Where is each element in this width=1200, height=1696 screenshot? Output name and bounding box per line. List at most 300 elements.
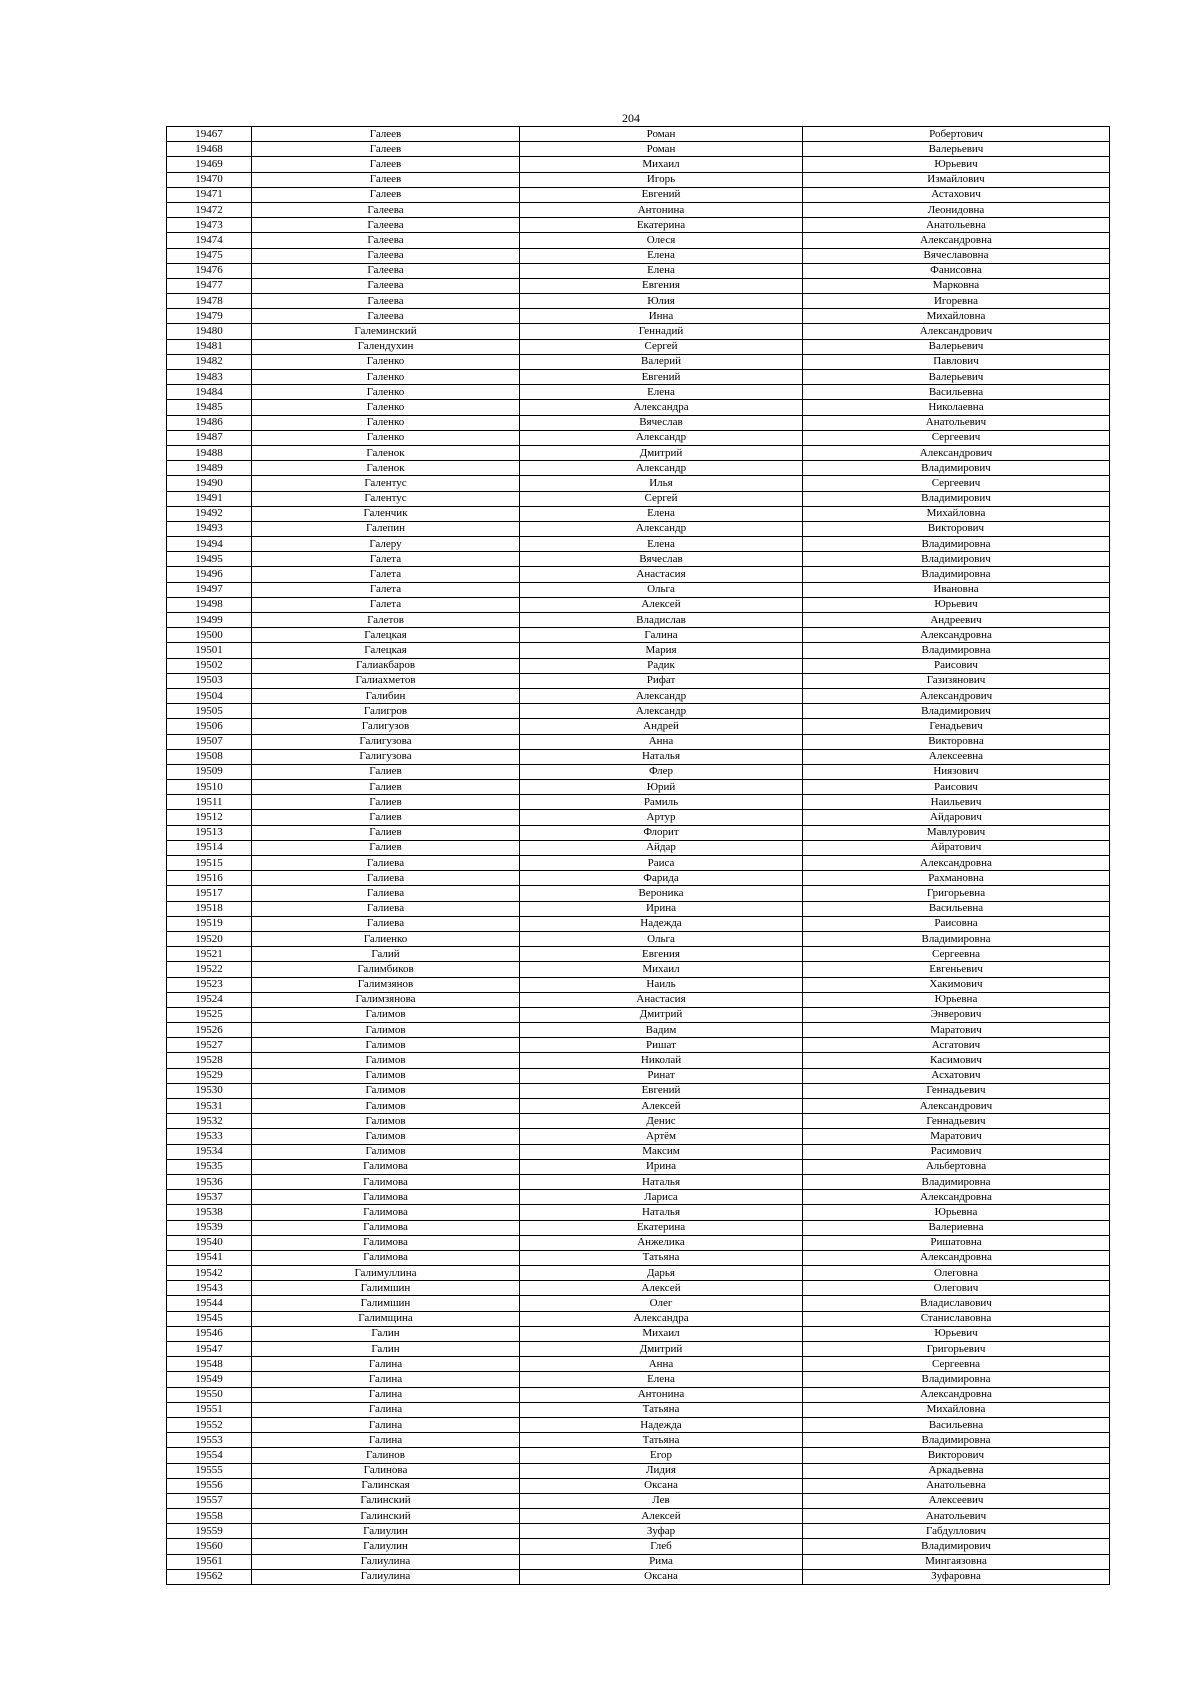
table-row [167, 521, 1110, 536]
record-number-cell: 19508 [167, 749, 252, 764]
record-number-cell: 19552 [167, 1417, 252, 1432]
patronymic-cell: Фанисовна [803, 263, 1110, 278]
table-row [167, 1129, 1110, 1144]
surname-cell: Галеру [252, 537, 520, 552]
record-number-cell: 19562 [167, 1569, 252, 1584]
record-number-cell: 19507 [167, 734, 252, 749]
patronymic-cell: Астахович [803, 187, 1110, 202]
surname-cell: Галета [252, 597, 520, 612]
table-row [167, 1539, 1110, 1554]
surname-cell: Галенчик [252, 506, 520, 521]
table-row [167, 476, 1110, 491]
record-number-cell: 19487 [167, 430, 252, 445]
table-row [167, 886, 1110, 901]
surname-cell: Галимов [252, 1053, 520, 1068]
surname-cell: Галета [252, 567, 520, 582]
record-number-cell: 19500 [167, 628, 252, 643]
surname-cell: Галиева [252, 916, 520, 931]
surname-cell: Галиахметов [252, 673, 520, 688]
record-number-cell: 19490 [167, 476, 252, 491]
surname-cell: Галеева [252, 218, 520, 233]
patronymic-cell: Владимировна [803, 931, 1110, 946]
table-row [167, 491, 1110, 506]
first-name-cell: Екатерина [520, 1220, 803, 1235]
patronymic-cell: Евгеньевич [803, 962, 1110, 977]
table-row [167, 719, 1110, 734]
patronymic-cell: Викторовна [803, 734, 1110, 749]
record-number-cell: 19489 [167, 461, 252, 476]
table-row [167, 202, 1110, 217]
surname-cell: Галина [252, 1402, 520, 1417]
record-number-cell: 19537 [167, 1190, 252, 1205]
register-table-body [167, 127, 1110, 1585]
record-number-cell: 19546 [167, 1326, 252, 1341]
first-name-cell: Алексей [520, 597, 803, 612]
patronymic-cell: Асхатович [803, 1068, 1110, 1083]
table-row [167, 764, 1110, 779]
patronymic-cell: Ниязович [803, 764, 1110, 779]
patronymic-cell: Ришатовна [803, 1235, 1110, 1250]
record-number-cell: 19470 [167, 172, 252, 187]
table-row [167, 1007, 1110, 1022]
table-row [167, 567, 1110, 582]
table-row [167, 233, 1110, 248]
patronymic-cell: Зуфаровна [803, 1569, 1110, 1584]
patronymic-cell: Васильевна [803, 1417, 1110, 1432]
patronymic-cell: Маратович [803, 1129, 1110, 1144]
patronymic-cell: Михайловна [803, 506, 1110, 521]
patronymic-cell: Владимировна [803, 643, 1110, 658]
table-row [167, 263, 1110, 278]
table-row [167, 127, 1110, 142]
first-name-cell: Наталья [520, 749, 803, 764]
first-name-cell: Радик [520, 658, 803, 673]
first-name-cell: Евгений [520, 370, 803, 385]
surname-cell: Галинов [252, 1448, 520, 1463]
patronymic-cell: Юрьевич [803, 597, 1110, 612]
first-name-cell: Ирина [520, 1159, 803, 1174]
table-row [167, 324, 1110, 339]
table-row [167, 658, 1110, 673]
first-name-cell: Надежда [520, 1417, 803, 1432]
table-row [167, 552, 1110, 567]
patronymic-cell: Габдуллович [803, 1524, 1110, 1539]
record-number-cell: 19482 [167, 354, 252, 369]
first-name-cell: Михаил [520, 1326, 803, 1341]
first-name-cell: Антонина [520, 202, 803, 217]
first-name-cell: Роман [520, 142, 803, 157]
patronymic-cell: Васильевна [803, 385, 1110, 400]
surname-cell: Галиева [252, 856, 520, 871]
table-row [167, 1144, 1110, 1159]
record-number-cell: 19505 [167, 704, 252, 719]
first-name-cell: Анна [520, 734, 803, 749]
record-number-cell: 19474 [167, 233, 252, 248]
patronymic-cell: Аркадьевна [803, 1463, 1110, 1478]
first-name-cell: Елена [520, 506, 803, 521]
table-row [167, 871, 1110, 886]
patronymic-cell: Владимировна [803, 1174, 1110, 1189]
surname-cell: Галеминский [252, 324, 520, 339]
first-name-cell: Елена [520, 263, 803, 278]
page-number: 204 [622, 111, 640, 125]
surname-cell: Галимова [252, 1250, 520, 1265]
surname-cell: Галимзянов [252, 977, 520, 992]
record-number-cell: 19533 [167, 1129, 252, 1144]
surname-cell: Галета [252, 582, 520, 597]
first-name-cell: Вячеслав [520, 415, 803, 430]
first-name-cell: Александр [520, 704, 803, 719]
patronymic-cell: Раисович [803, 780, 1110, 795]
surname-cell: Галеев [252, 157, 520, 172]
patronymic-cell: Олеговна [803, 1266, 1110, 1281]
record-number-cell: 19523 [167, 977, 252, 992]
first-name-cell: Сергей [520, 491, 803, 506]
record-number-cell: 19510 [167, 780, 252, 795]
patronymic-cell: Раисовна [803, 916, 1110, 931]
record-number-cell: 19553 [167, 1433, 252, 1448]
table-row [167, 1448, 1110, 1463]
table-row [167, 613, 1110, 628]
patronymic-cell: Геннадьевич [803, 1083, 1110, 1098]
first-name-cell: Ольга [520, 931, 803, 946]
first-name-cell: Дмитрий [520, 445, 803, 460]
first-name-cell: Евгения [520, 278, 803, 293]
first-name-cell: Татьяна [520, 1402, 803, 1417]
record-number-cell: 19526 [167, 1023, 252, 1038]
surname-cell: Галеева [252, 309, 520, 324]
first-name-cell: Игорь [520, 172, 803, 187]
first-name-cell: Владислав [520, 613, 803, 628]
surname-cell: Галимов [252, 1007, 520, 1022]
surname-cell: Галимов [252, 1099, 520, 1114]
register-table [166, 126, 1110, 1585]
table-row [167, 1342, 1110, 1357]
patronymic-cell: Мингаязовна [803, 1554, 1110, 1569]
surname-cell: Галинский [252, 1493, 520, 1508]
record-number-cell: 19529 [167, 1068, 252, 1083]
patronymic-cell: Александрович [803, 1099, 1110, 1114]
table-row [167, 1174, 1110, 1189]
patronymic-cell: Александровна [803, 628, 1110, 643]
record-number-cell: 19561 [167, 1554, 252, 1569]
table-row [167, 309, 1110, 324]
patronymic-cell: Владимировна [803, 567, 1110, 582]
first-name-cell: Ришат [520, 1038, 803, 1053]
surname-cell: Галимов [252, 1038, 520, 1053]
first-name-cell: Андрей [520, 719, 803, 734]
surname-cell: Галина [252, 1433, 520, 1448]
first-name-cell: Денис [520, 1114, 803, 1129]
table-row [167, 1281, 1110, 1296]
table-row [167, 1402, 1110, 1417]
first-name-cell: Александр [520, 461, 803, 476]
record-number-cell: 19540 [167, 1235, 252, 1250]
table-row [167, 430, 1110, 445]
record-number-cell: 19468 [167, 142, 252, 157]
record-number-cell: 19480 [167, 324, 252, 339]
record-number-cell: 19501 [167, 643, 252, 658]
surname-cell: Галинская [252, 1478, 520, 1493]
first-name-cell: Анжелика [520, 1235, 803, 1250]
surname-cell: Галеева [252, 294, 520, 309]
patronymic-cell: Наильевич [803, 795, 1110, 810]
record-number-cell: 19550 [167, 1387, 252, 1402]
table-row [167, 1068, 1110, 1083]
first-name-cell: Ринат [520, 1068, 803, 1083]
record-number-cell: 19543 [167, 1281, 252, 1296]
record-number-cell: 19556 [167, 1478, 252, 1493]
surname-cell: Галенко [252, 354, 520, 369]
table-row [167, 506, 1110, 521]
surname-cell: Галетов [252, 613, 520, 628]
table-row [167, 1509, 1110, 1524]
patronymic-cell: Александровна [803, 856, 1110, 871]
record-number-cell: 19513 [167, 825, 252, 840]
patronymic-cell: Рахмановна [803, 871, 1110, 886]
first-name-cell: Лариса [520, 1190, 803, 1205]
surname-cell: Галеев [252, 172, 520, 187]
patronymic-cell: Геннадьевич [803, 1114, 1110, 1129]
record-number-cell: 19477 [167, 278, 252, 293]
surname-cell: Галибин [252, 688, 520, 703]
surname-cell: Галимова [252, 1190, 520, 1205]
first-name-cell: Алексей [520, 1099, 803, 1114]
first-name-cell: Анна [520, 1357, 803, 1372]
surname-cell: Галимов [252, 1114, 520, 1129]
record-number-cell: 19495 [167, 552, 252, 567]
patronymic-cell: Владимировна [803, 537, 1110, 552]
patronymic-cell: Алексеевич [803, 1493, 1110, 1508]
table-row [167, 354, 1110, 369]
record-number-cell: 19524 [167, 992, 252, 1007]
surname-cell: Галиева [252, 886, 520, 901]
surname-cell: Галеева [252, 248, 520, 263]
patronymic-cell: Маратович [803, 1023, 1110, 1038]
table-row [167, 1417, 1110, 1432]
first-name-cell: Роман [520, 127, 803, 142]
table-row [167, 688, 1110, 703]
table-row [167, 445, 1110, 460]
table-row [167, 780, 1110, 795]
record-number-cell: 19506 [167, 719, 252, 734]
surname-cell: Галина [252, 1417, 520, 1432]
patronymic-cell: Владимировна [803, 1433, 1110, 1448]
patronymic-cell: Валерьевич [803, 142, 1110, 157]
first-name-cell: Дарья [520, 1266, 803, 1281]
record-number-cell: 19525 [167, 1007, 252, 1022]
table-row [167, 643, 1110, 658]
first-name-cell: Вероника [520, 886, 803, 901]
surname-cell: Галимуллина [252, 1266, 520, 1281]
record-number-cell: 19544 [167, 1296, 252, 1311]
first-name-cell: Надежда [520, 916, 803, 931]
record-number-cell: 19502 [167, 658, 252, 673]
first-name-cell: Зуфар [520, 1524, 803, 1539]
patronymic-cell: Анатольевна [803, 1478, 1110, 1493]
record-number-cell: 19560 [167, 1539, 252, 1554]
patronymic-cell: Олегович [803, 1281, 1110, 1296]
table-row [167, 1524, 1110, 1539]
surname-cell: Галигузова [252, 734, 520, 749]
first-name-cell: Наталья [520, 1205, 803, 1220]
record-number-cell: 19517 [167, 886, 252, 901]
first-name-cell: Вадим [520, 1023, 803, 1038]
surname-cell: Галеев [252, 142, 520, 157]
table-row [167, 1478, 1110, 1493]
record-number-cell: 19538 [167, 1205, 252, 1220]
first-name-cell: Михаил [520, 157, 803, 172]
first-name-cell: Михаил [520, 962, 803, 977]
patronymic-cell: Викторович [803, 1448, 1110, 1463]
surname-cell: Галиев [252, 810, 520, 825]
patronymic-cell: Григорьевна [803, 886, 1110, 901]
surname-cell: Галентус [252, 476, 520, 491]
surname-cell: Галимбиков [252, 962, 520, 977]
patronymic-cell: Мавлурович [803, 825, 1110, 840]
surname-cell: Галимов [252, 1129, 520, 1144]
table-row [167, 1463, 1110, 1478]
first-name-cell: Оксана [520, 1569, 803, 1584]
first-name-cell: Дмитрий [520, 1342, 803, 1357]
first-name-cell: Анастасия [520, 992, 803, 1007]
surname-cell: Галиев [252, 795, 520, 810]
table-row [167, 1569, 1110, 1584]
record-number-cell: 19476 [167, 263, 252, 278]
patronymic-cell: Альбертовна [803, 1159, 1110, 1174]
first-name-cell: Наталья [520, 1174, 803, 1189]
table-row [167, 1311, 1110, 1326]
first-name-cell: Евгения [520, 947, 803, 962]
record-number-cell: 19520 [167, 931, 252, 946]
record-number-cell: 19496 [167, 567, 252, 582]
record-number-cell: 19528 [167, 1053, 252, 1068]
table-row [167, 1235, 1110, 1250]
first-name-cell: Илья [520, 476, 803, 491]
surname-cell: Галенок [252, 461, 520, 476]
patronymic-cell: Сергеевич [803, 430, 1110, 445]
patronymic-cell: Сергеевна [803, 947, 1110, 962]
table-row [167, 187, 1110, 202]
table-row [167, 415, 1110, 430]
surname-cell: Галигров [252, 704, 520, 719]
record-number-cell: 19486 [167, 415, 252, 430]
surname-cell: Галимшин [252, 1296, 520, 1311]
first-name-cell: Вячеслав [520, 552, 803, 567]
record-number-cell: 19518 [167, 901, 252, 916]
table-row [167, 947, 1110, 962]
first-name-cell: Галина [520, 628, 803, 643]
surname-cell: Галимов [252, 1068, 520, 1083]
surname-cell: Галимова [252, 1159, 520, 1174]
record-number-cell: 19514 [167, 840, 252, 855]
table-row [167, 1159, 1110, 1174]
record-number-cell: 19511 [167, 795, 252, 810]
surname-cell: Галинский [252, 1509, 520, 1524]
first-name-cell: Егор [520, 1448, 803, 1463]
surname-cell: Галимов [252, 1083, 520, 1098]
table-row [167, 1038, 1110, 1053]
patronymic-cell: Григорьевич [803, 1342, 1110, 1357]
surname-cell: Галимова [252, 1174, 520, 1189]
patronymic-cell: Владимирович [803, 704, 1110, 719]
surname-cell: Галиулин [252, 1539, 520, 1554]
table-row [167, 1083, 1110, 1098]
table-row [167, 1190, 1110, 1205]
patronymic-cell: Станиславовна [803, 1311, 1110, 1326]
surname-cell: Галимова [252, 1220, 520, 1235]
table-row [167, 1220, 1110, 1235]
patronymic-cell: Александровна [803, 233, 1110, 248]
patronymic-cell: Владиславович [803, 1296, 1110, 1311]
record-number-cell: 19481 [167, 339, 252, 354]
surname-cell: Галиенко [252, 931, 520, 946]
patronymic-cell: Сергеевна [803, 1357, 1110, 1372]
table-row [167, 1554, 1110, 1569]
first-name-cell: Максим [520, 1144, 803, 1159]
table-row [167, 248, 1110, 263]
patronymic-cell: Валериевна [803, 1220, 1110, 1235]
surname-cell: Галин [252, 1342, 520, 1357]
patronymic-cell: Николаевна [803, 400, 1110, 415]
patronymic-cell: Владимирович [803, 491, 1110, 506]
surname-cell: Галигузова [252, 749, 520, 764]
first-name-cell: Татьяна [520, 1433, 803, 1448]
first-name-cell: Алексей [520, 1509, 803, 1524]
record-number-cell: 19509 [167, 764, 252, 779]
table-row [167, 1023, 1110, 1038]
table-row [167, 1266, 1110, 1281]
first-name-cell: Юлия [520, 294, 803, 309]
surname-cell: Галина [252, 1372, 520, 1387]
patronymic-cell: Юрьевич [803, 1326, 1110, 1341]
table-row [167, 400, 1110, 415]
patronymic-cell: Владимирович [803, 1539, 1110, 1554]
record-number-cell: 19488 [167, 445, 252, 460]
table-row [167, 1372, 1110, 1387]
table-row [167, 749, 1110, 764]
surname-cell: Галенко [252, 400, 520, 415]
patronymic-cell: Александрович [803, 445, 1110, 460]
record-number-cell: 19484 [167, 385, 252, 400]
first-name-cell: Оксана [520, 1478, 803, 1493]
surname-cell: Галиев [252, 780, 520, 795]
first-name-cell: Александр [520, 430, 803, 445]
table-row [167, 1357, 1110, 1372]
surname-cell: Галигузов [252, 719, 520, 734]
record-number-cell: 19467 [167, 127, 252, 142]
record-number-cell: 19545 [167, 1311, 252, 1326]
table-row [167, 1099, 1110, 1114]
table-row [167, 370, 1110, 385]
first-name-cell: Инна [520, 309, 803, 324]
surname-cell: Галенко [252, 370, 520, 385]
patronymic-cell: Газизянович [803, 673, 1110, 688]
record-number-cell: 19522 [167, 962, 252, 977]
record-number-cell: 19549 [167, 1372, 252, 1387]
surname-cell: Галецкая [252, 643, 520, 658]
table-row [167, 218, 1110, 233]
first-name-cell: Алексей [520, 1281, 803, 1296]
record-number-cell: 19483 [167, 370, 252, 385]
record-number-cell: 19541 [167, 1250, 252, 1265]
table-row [167, 810, 1110, 825]
record-number-cell: 19516 [167, 871, 252, 886]
table-row [167, 1053, 1110, 1068]
record-number-cell: 19494 [167, 537, 252, 552]
patronymic-cell: Раисович [803, 658, 1110, 673]
patronymic-cell: Викторович [803, 521, 1110, 536]
